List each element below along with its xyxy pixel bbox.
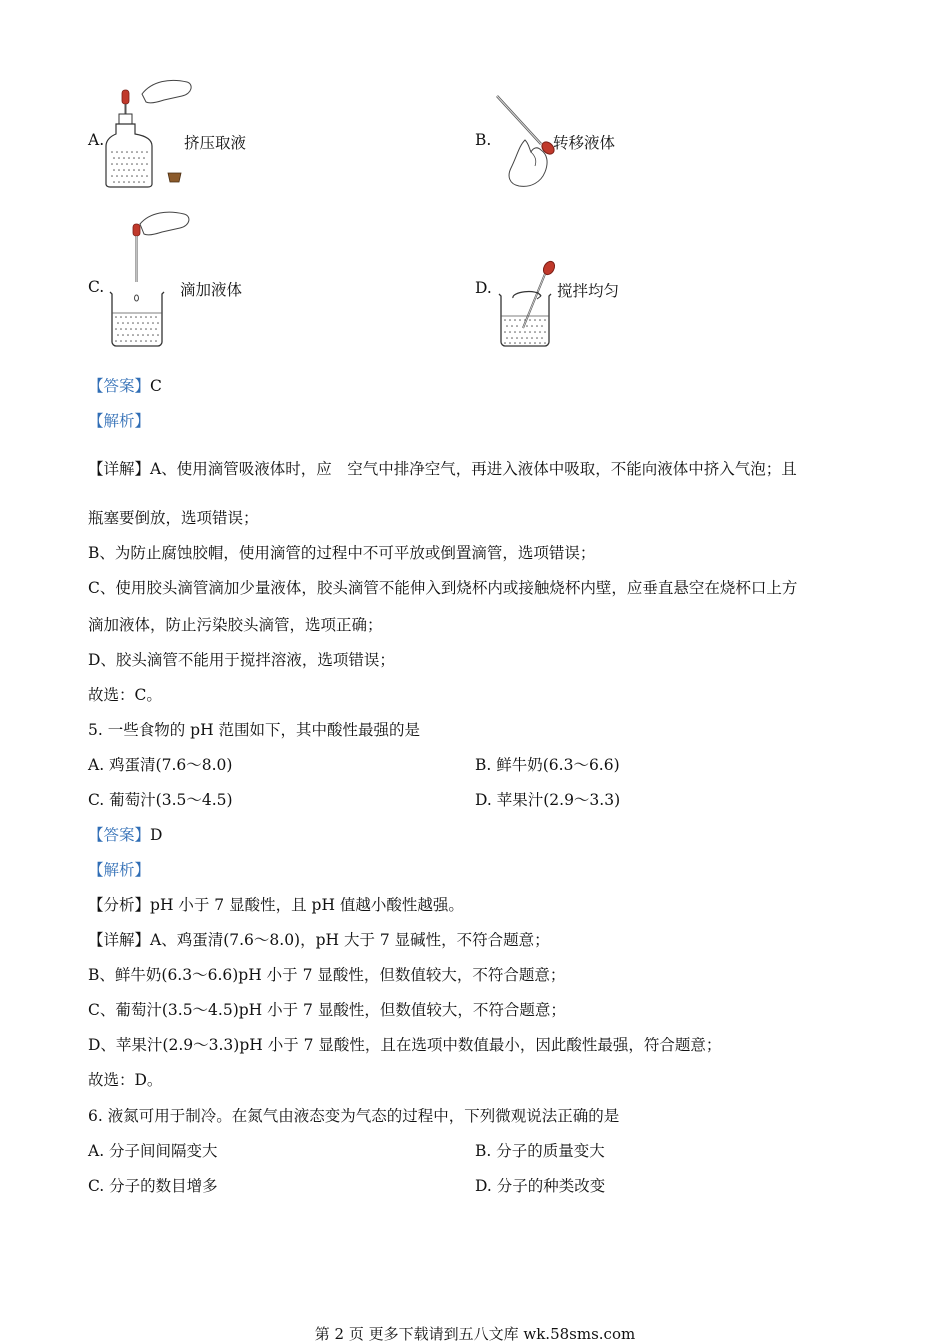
q5-option-c: C. 葡萄汁(3.5～4.5) [88,791,233,809]
q4-answer [88,376,162,396]
q5-detail-a [88,930,550,950]
q6-option-a: A. 分子间间隔变大 [88,1142,218,1160]
option-caption: 搅拌均匀 [557,282,620,300]
q5-detail-b: B、鲜牛奶(6.3～6.6)pH 小于 7 显酸性，但数值较大，不符合题意； [88,966,566,984]
answer-value: C [150,377,162,395]
q5-detail-d: D、苹果汁(2.9～3.3)pH 小于 7 显酸性，且在选项中数值最小，因此酸性最强，符合题意； [88,1036,722,1054]
q6-option-b: B. 分子的质量变大 [475,1142,605,1160]
q6-option-d: D. 分子的种类改变 [475,1177,606,1195]
detail-tag: 【详解】 [88,931,151,949]
q4-detail-b: B、为防止腐蚀胶帽，使用滴管的过程中不可平放或倒置滴管，选项错误； [88,544,596,562]
q5-detail-c: C、葡萄汁(3.5～4.5)pH 小于 7 显酸性，但数值较大，不符合题意； [88,1001,566,1019]
q5-conclusion: 故选：D。 [88,1071,163,1089]
q6-stem: 6. 液氮可用于制冷。在氮气由液态变为气态的过程中，下列微观说法正确的是 [88,1107,620,1125]
option-letter: B. [475,131,492,149]
q6-option-c: C. 分子的数目增多 [88,1177,218,1195]
option-letter: A. [88,131,105,149]
option-letter: C. [88,278,105,296]
q5-analysis-tag: 【解析】 [88,861,151,879]
option-letter: D. [475,279,492,297]
detail-text: A、使用滴管吸液体时，应 空气中排净空气，再进入液体中吸取，不能向液体中挤入气泡；且 [150,460,797,478]
q4-conclusion: 故选：C。 [88,686,162,704]
option-caption: 转移液体 [553,134,616,152]
detail-text: A、鸡蛋清(7.6～8.0)，pH 大于 7 显碱性，不符合题意； [150,931,550,949]
answer-tag: 【答案】 [88,826,151,844]
detail-tag: 【详解】 [88,460,151,478]
q4-detail-d: D、胶头滴管不能用于搅拌溶液，选项错误； [88,651,395,669]
q5-option-d: D. 苹果汁(2.9～3.3) [475,791,621,809]
q5-option-a: A. 鸡蛋清(7.6～8.0) [88,756,233,774]
option-caption: 滴加液体 [180,281,243,299]
option-a-figure [88,76,388,191]
fenxi-tag: 【分析】 [88,896,151,914]
q4-detail-c2: 滴加液体，防止污染胶头滴管，选项正确； [88,616,383,634]
fenxi-text: pH 小于 7 显酸性，且 pH 值越小酸性越强。 [150,896,464,914]
q4-detail-line2: 瓶塞要倒放，选项错误； [88,509,259,527]
option-b-figure [475,90,775,190]
q5-answer [88,825,162,845]
q4-detail-c1: C、使用胶头滴管滴加少量液体，胶头滴管不能伸入到烧杯内或接触烧杯内壁，应垂直悬空在烧杯口上方 [88,579,798,597]
option-d-figure [475,258,775,350]
dropper-stir-beaker-icon [497,258,577,350]
page-footer: 第 2 页 更多下载请到五八文库 wk.58sms.com [314,1325,636,1343]
q5-stem: 5. 一些食物的 pH 范围如下，其中酸性最强的是 [88,721,421,739]
q4-analysis-tag: 【解析】 [88,412,151,430]
answer-tag: 【答案】 [88,377,151,395]
q5-option-b: B. 鲜牛奶(6.3～6.6) [475,756,620,774]
q5-fenxi [88,895,464,915]
option-caption: 挤压取液 [184,134,247,152]
option-c-figure [88,210,388,350]
q4-detail-line1 [88,459,797,479]
answer-value: D [150,826,163,844]
